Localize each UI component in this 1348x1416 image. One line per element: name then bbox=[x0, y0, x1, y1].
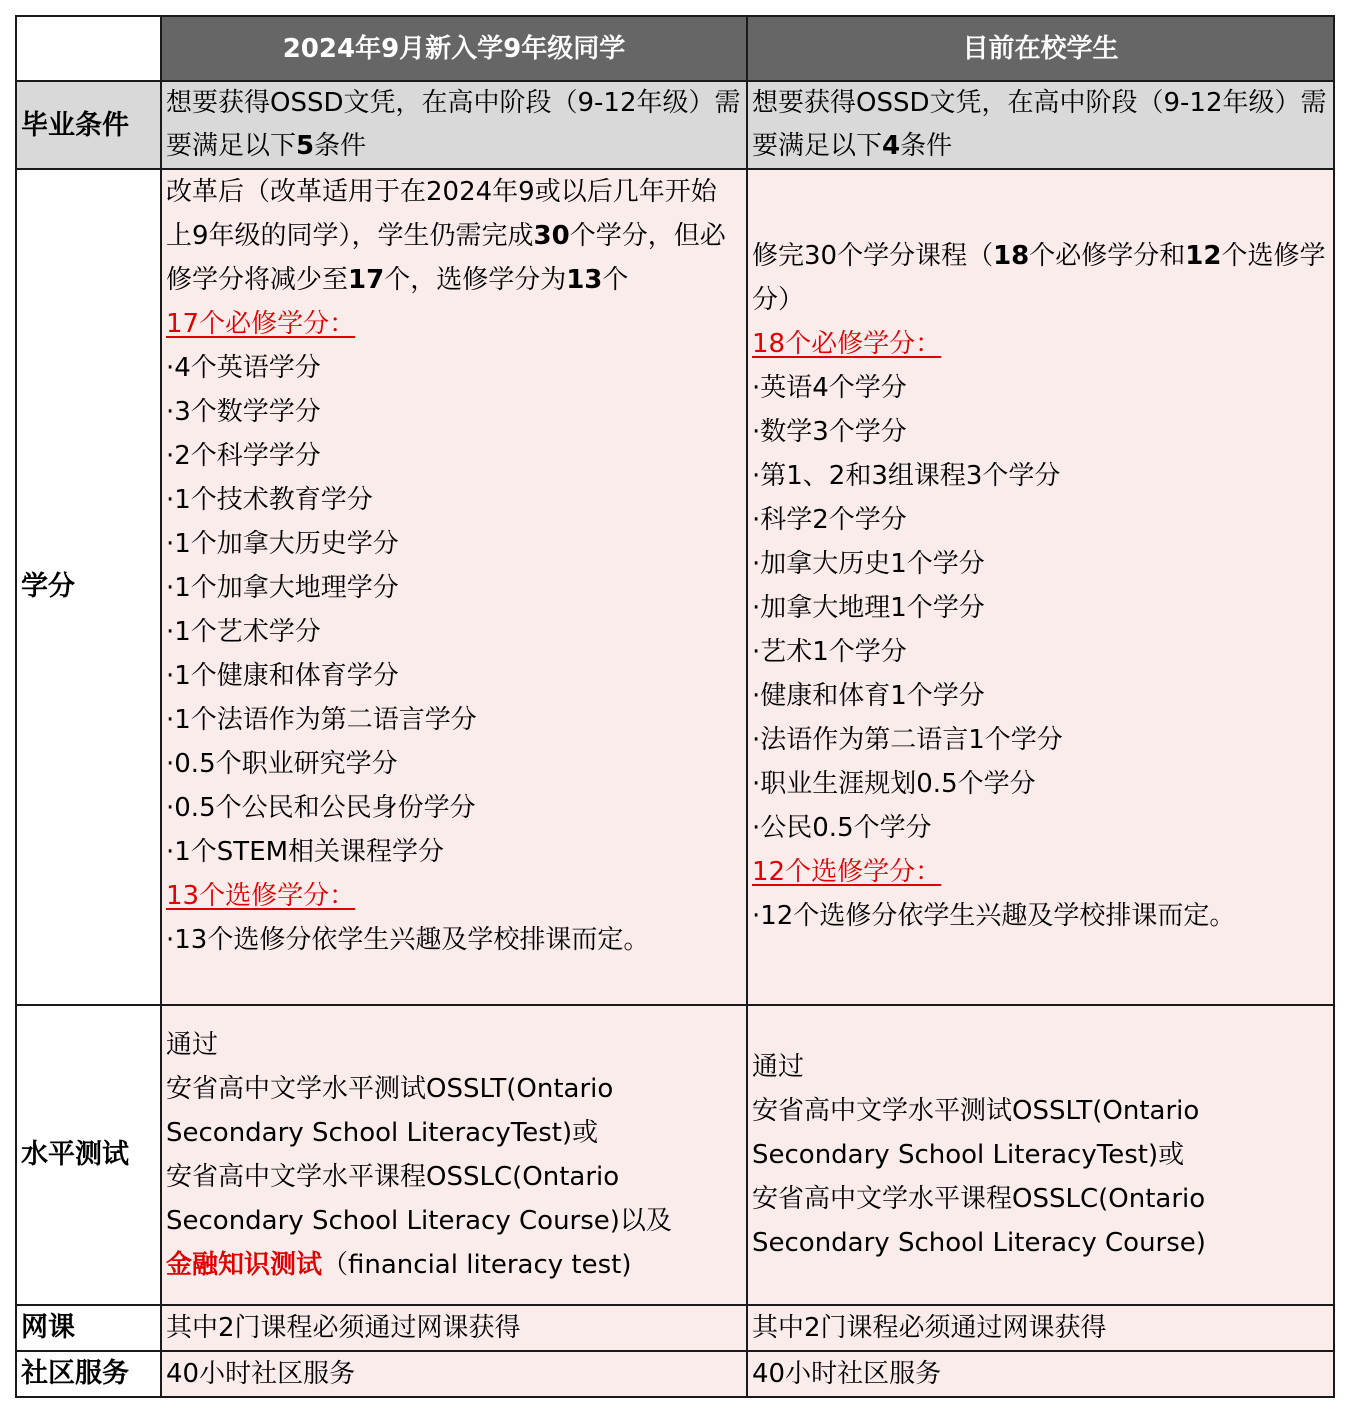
new-required-item: ·1个技术教育学分 bbox=[166, 485, 373, 515]
current-required-list bbox=[752, 366, 1329, 850]
graduation-current-cell: 想要获得OSSD文凭，在高中阶段（9-12年级）需要满足以下4条件 bbox=[747, 81, 1334, 169]
new-required-item: ·4个英语学分 bbox=[166, 353, 321, 383]
current-elective-text: ·12个选修分依学生兴趣及学校排课而定。 bbox=[752, 901, 1236, 931]
current-required-item: ·法语作为第二语言1个学分 bbox=[752, 725, 1063, 755]
test-label: 水平测试 bbox=[16, 1005, 161, 1305]
new-required-heading: 17个必修学分： bbox=[166, 309, 356, 339]
new-required-item: ·0.5个公民和公民身份学分 bbox=[166, 793, 476, 823]
test-new-last-line: 金融知识测试（financial literacy test) bbox=[166, 1250, 632, 1280]
test-current-line: Secondary School LiteracyTest)或 bbox=[752, 1140, 1185, 1170]
graduation-new-count: 5 bbox=[296, 131, 315, 161]
test-new-line5: Secondary School Literacy Course)以及 bbox=[166, 1206, 672, 1236]
new-required-item: ·1个艺术学分 bbox=[166, 617, 321, 647]
new-required-item: ·2个科学学分 bbox=[166, 441, 321, 471]
header-row bbox=[16, 16, 1334, 81]
new-required-item: ·1个法语作为第二语言学分 bbox=[166, 705, 477, 735]
community-label: 社区服务 bbox=[16, 1351, 161, 1397]
test-new-lines bbox=[166, 1023, 742, 1199]
new-required-item: ·1个健康和体育学分 bbox=[166, 661, 399, 691]
graduation-current-count: 4 bbox=[882, 131, 901, 161]
credits-row bbox=[16, 169, 1334, 1005]
test-new-line: 安省高中文学水平测试OSSLT(Ontario bbox=[166, 1074, 614, 1104]
current-required-item: ·加拿大地理1个学分 bbox=[752, 593, 985, 623]
new-required-item: ·0.5个职业研究学分 bbox=[166, 749, 398, 779]
test-current-cell bbox=[747, 1005, 1334, 1305]
test-row bbox=[16, 1005, 1334, 1305]
test-new-line: Secondary School LiteracyTest)或 bbox=[166, 1118, 599, 1148]
new-elective-heading: 13个选修学分： bbox=[166, 881, 356, 911]
new-elective-text: ·13个选修分依学生兴趣及学校排课而定。 bbox=[166, 925, 650, 955]
current-elective-heading: 12个选修学分： bbox=[752, 857, 942, 887]
current-required-item: ·艺术1个学分 bbox=[752, 637, 907, 667]
test-new-cell bbox=[161, 1005, 747, 1305]
financial-test-highlight: 金融知识测试 bbox=[166, 1250, 323, 1280]
credits-label: 学分 bbox=[16, 169, 161, 1005]
current-required-item: ·公民0.5个学分 bbox=[752, 813, 932, 843]
test-current-lines bbox=[752, 1045, 1329, 1265]
ossd-comparison-table bbox=[15, 15, 1335, 1398]
header-current-students: 目前在校学生 bbox=[747, 16, 1334, 81]
graduation-new-cell: 想要获得OSSD文凭，在高中阶段（9-12年级）需要满足以下5条件 bbox=[161, 81, 747, 169]
online-label: 网课 bbox=[16, 1305, 161, 1351]
credits-new-cell bbox=[161, 169, 747, 1005]
current-required-item: ·健康和体育1个学分 bbox=[752, 681, 985, 711]
current-required-heading: 18个必修学分： bbox=[752, 329, 942, 359]
credits-current-intro: 修完30个学分课程（18个必修学分和12个选修学分） bbox=[752, 241, 1326, 315]
current-required-item: ·英语4个学分 bbox=[752, 373, 907, 403]
community-current-cell: 40小时社区服务 bbox=[747, 1351, 1334, 1397]
community-row bbox=[16, 1351, 1334, 1397]
graduation-row bbox=[16, 81, 1334, 169]
credits-current-cell bbox=[747, 169, 1334, 1005]
current-required-item: ·加拿大历史1个学分 bbox=[752, 549, 985, 579]
new-required-list bbox=[166, 346, 742, 874]
header-corner-cell bbox=[16, 16, 161, 81]
test-current-line: 通过 bbox=[752, 1052, 805, 1082]
online-new-cell: 其中2门课程必须通过网课获得 bbox=[161, 1305, 747, 1351]
test-current-line: 安省高中文学水平测试OSSLT(Ontario bbox=[752, 1096, 1200, 1126]
online-current-cell: 其中2门课程必须通过网课获得 bbox=[747, 1305, 1334, 1351]
test-new-line: 安省高中文学水平课程OSSLC(Ontario bbox=[166, 1162, 620, 1192]
test-current-line: 安省高中文学水平课程OSSLC(Ontario bbox=[752, 1184, 1206, 1214]
online-row bbox=[16, 1305, 1334, 1351]
new-required-item: ·1个加拿大历史学分 bbox=[166, 529, 399, 559]
test-current-line: Secondary School Literacy Course) bbox=[752, 1228, 1206, 1258]
new-required-item: ·3个数学学分 bbox=[166, 397, 321, 427]
graduation-label: 毕业条件 bbox=[16, 81, 161, 169]
community-new-cell: 40小时社区服务 bbox=[161, 1351, 747, 1397]
new-required-item: ·1个加拿大地理学分 bbox=[166, 573, 399, 603]
current-required-item: ·科学2个学分 bbox=[752, 505, 907, 535]
new-required-item: ·1个STEM相关课程学分 bbox=[166, 837, 445, 867]
current-required-item: ·第1、2和3组课程3个学分 bbox=[752, 461, 1061, 491]
credits-new-intro: 改革后（改革适用于在2024年9或以后几年开始上9年级的同学），学生仍需完成30个学分，但必修学分将减少至17个，选修学分为13个 bbox=[166, 177, 726, 295]
current-required-item: ·职业生涯规划0.5个学分 bbox=[752, 769, 1036, 799]
test-new-line: 通过 bbox=[166, 1030, 219, 1060]
header-new-students: 2024年9月新入学9年级同学 bbox=[161, 16, 747, 81]
current-required-item: ·数学3个学分 bbox=[752, 417, 907, 447]
